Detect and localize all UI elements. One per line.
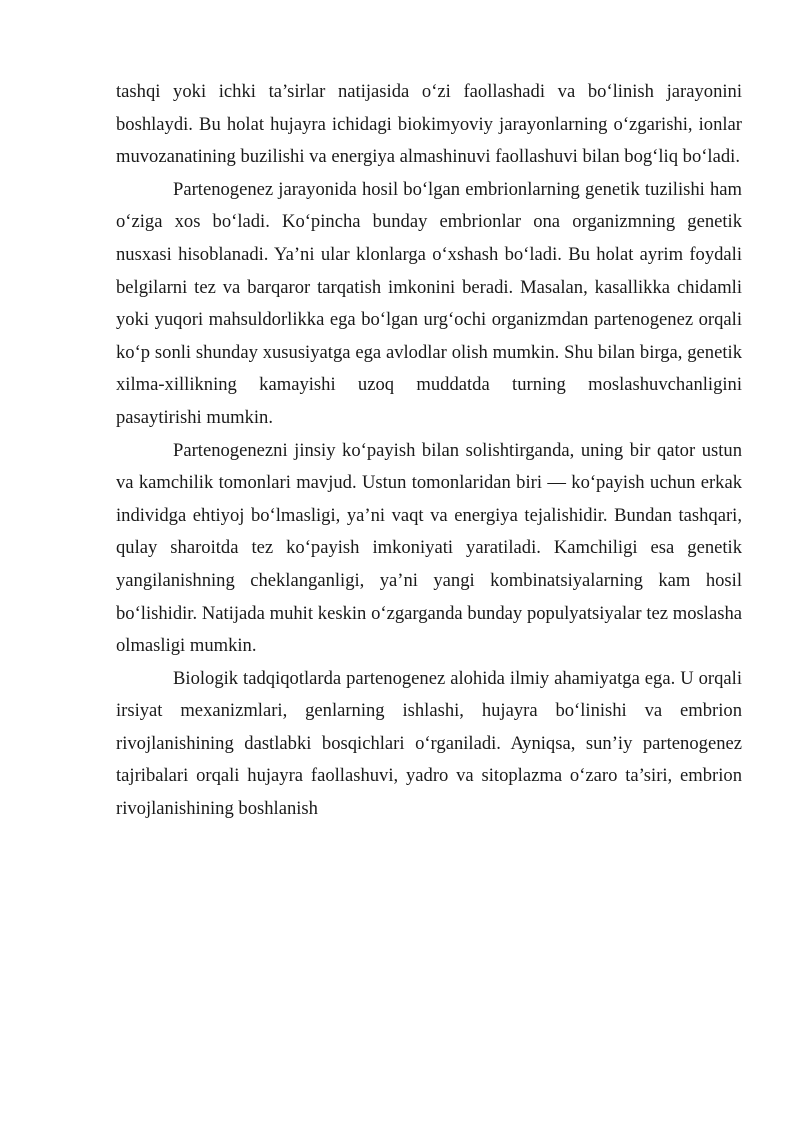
- paragraph-1: tashqi yoki ichki ta’sirlar natijasida o‘zi faollashadi va bo‘linish jarayonini boshlaydi. Bu holat hujayra ichidagi biokimyoviy jarayonlarning o‘zgarishi, ionlar muvozanatining buzilishi va energiya almashinuvi faollashuvi bilan bog‘liq bo‘ladi.: [116, 81, 742, 168]
- paragraph-4: Biologik tadqiqotlarda partenogenez alohida ilmiy ahamiyatga ega. U orqali irsiyat mexanizmlari, genlarning ishlashi, hujayra bo‘linishi va embrion rivojlanishining dastlabki bosqichlari o‘rganiladi. Ayniqsa, sun’iy partenogenez tajribalari orqali hujayra faollashuvi, yadro va sitoplazma o‘zaro ta’siri, embrion rivojlanishining boshlanish: [116, 667, 742, 820]
- document-page: [116, 76, 742, 826]
- paragraph-2: Partenogenez jarayonida hosil bo‘lgan embrionlarning genetik tuzilishi ham o‘ziga xos bo‘ladi. Ko‘pincha bunday embrionlar ona organizmning genetik nusxasi hisoblanadi. Ya’ni ular klonlarga o‘xshash bo‘ladi. Bu holat ayrim foydali belgilarni tez va barqaror tarqatish imkonini beradi. Masalan, kasallikka chidamli yoki yuqori mahsuldorlikka ega bo‘lgan urg‘ochi organizmdan partenogenez orqali ko‘p sonli shunday xususiyatga ega avlodlar olish mumkin. Shu bilan birga, genetik xilma-xillikning kamayishi uzoq muddatda turning moslashuvchanligini pasaytirishi mumkin.: [116, 178, 742, 428]
- paragraph-3: Partenogenezni jinsiy ko‘payish bilan solishtirganda, uning bir qator ustun va kamchilik tomonlari mavjud. Ustun tomonlaridan biri — ko‘payish uchun erkak individga ehtiyoj bo‘lmasligi, ya’ni vaqt va energiya tejalishidir. Bundan tashqari, qulay sharoitda tez ko‘payish imkoniyati yaratiladi. Kamchiligi esa genetik yangilanishning cheklanganligi, ya’ni yangi kombinatsiyalarning kam hosil bo‘lishidir. Natijada muhit keskin o‘zgarganda bunday populyatsiyalar tez moslasha olmasligi mumkin.: [116, 439, 742, 657]
